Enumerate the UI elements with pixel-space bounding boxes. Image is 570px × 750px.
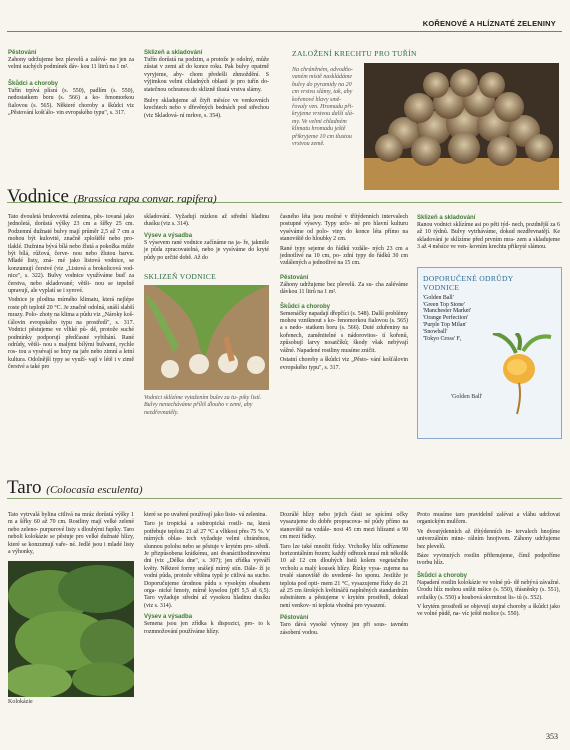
taro-title <box>7 477 143 501</box>
turin-column-1 <box>8 49 134 117</box>
varieties-title-line-2: VODNICE <box>423 282 460 292</box>
vodnice-column-3 <box>280 214 408 372</box>
taro-pests-text: Napadení rostlin kolokázie ve volné pů- dě nebývá závažné. Úrodu hlíz mohou snížit mšice (s. 550), třásněnky (s. 551), svilušky (s. 550) a houbová skvrnitost lis- tů (s. 552). <box>417 579 560 601</box>
vodnice-column-1 <box>8 214 134 372</box>
vodnice-harvest-figure-title: SKLIZEŇ VODNICE <box>144 272 217 282</box>
taro-pests-heading: Škůdci a choroby <box>417 572 468 579</box>
taro-column-4 <box>417 512 560 619</box>
taro-planting-text: Dozrálé hlízy nebo jejich části se spícími očky vysazujeme do dobře propracova- né půdy přímo na stanoviště na vzdále- nost 45 cm mezi hlízami a 90 cm mezi řádky. <box>280 512 408 541</box>
taro-climate-text: Taro je tropická a subtropická rostli- na, která potřebuje teplotu 21 až 27 °C a vlhkost přes 75 %. V mírných oblas- tech vyžaduje velmi chráněnou, slunnou polohu nebo se pěstuje v krytém pro- středí. Je přizpůsobena krátkému, ani dvanáctihodinovému dni (viz „Délka dne", s. 307); jen zřídka vytváří květy. Některé formy snášejí mírný stín. Dále- ží je vodní půda, protože většina typů je citlivá na sucho. Doporučujeme úrodnou půdu s vysokým obsahem orga- nické hmoty, mírně kyselou (pH 5,5 až 6,5). Taro vyžaduje střední až vysokou hladinu dusíku (viz s. 314). <box>144 521 270 609</box>
taro-sowing-text: Semena jsou jen zřídka k dispozici, pro- to k rozmnožování používáme hlízy. <box>144 621 270 635</box>
taro-plant-photo <box>8 561 134 697</box>
harvest-text: Tuřín dorůstá na podzim, a protože je odolný, může zůstat v zemi až do konce roku. Pak bulvy opatrně vyryjeme, aby- chom předešli zhmoždění. S výjimkou velmi chladných oblastí je pro tuřín do- statečnou ochranou do sklizně tlustá vrstva slámy. <box>144 57 269 93</box>
vodnice-sowing-text: S výsevem rané vodnice začínáme na ja- ře, jakmile je půda zpracovatelná, nebo je vysíváme do kryté půdy po určité době. Až do <box>144 239 269 261</box>
varieties-title <box>423 274 514 292</box>
variety-item: 'Green Top Stone' <box>423 301 465 308</box>
page-number: 353 <box>546 732 558 741</box>
vodnice-cultivation-heading: Pěstování <box>280 274 309 281</box>
swede-clamp-photo <box>364 63 559 190</box>
vodnice-spacing: Rané typy sejeme do řádků vzdále- ných 23 cm a jednotlivé na 10 cm, po- zdní typy do řádků 30 cm vzdálených a jednotlivé na 15 cm. <box>280 245 408 267</box>
vodnice-cultivation-text: Záhony udržujeme bez plevelů. Za su- cha zaléváme dávkou 11 litrů na 1 m². <box>280 281 408 296</box>
heading-pests: Škůdci a choroby <box>8 80 59 87</box>
vodnice-pests-heading: Škůdci a choroby <box>280 303 331 310</box>
taro-column-2 <box>144 512 270 636</box>
variety-item: 'Golden Ball' <box>423 294 454 301</box>
pests-text: Tuřín trpívá plísní (s. 550), padlím (s. 550), nedostatkem boru (s. 566) a ko- řenomorkou fialovou (s. 565). Některé choroby a škůdci viz „Pěstování košťálo- vin evropského typu", s. 317. <box>8 87 134 117</box>
taro-title-main: Taro <box>7 477 42 498</box>
taro-cuttings-text: Taro lze také množit řízky. Vrcholky hlíz odřízneme horizontálním řezem; každý odřezek musí mít několik 10 až 12 cm dlouhých listů kolem vegetačního vrcholu a malý kousek hlízy. Řízky vysa- zujeme na trvalé stanoviště do uvedené- ho sponu. Jestliže je teplota pod opti- mem 21 °C, vysazujeme řízky do 21 až 25 cm širokých květináčů naplněných standardním substrátem a pěstujeme v krytém prostředí, dokud není venkov- ní teplota vhodná pro vysazení. <box>280 543 408 609</box>
variety-item: 'Tokyo Cross' F₁ <box>423 336 462 343</box>
vodnice-title-main: Vodnice <box>7 186 69 207</box>
taro-title-latin: (Colocasia esculenta) <box>46 484 143 496</box>
taro-fertilizing-text: Ve dvoutýdenních až třítýdenních in- tervalech hnojíme univerzálním mine- rálním hnojivem. Záhony udržujeme bez plevelů. <box>417 528 560 550</box>
storage-text: Bulvy skladujeme až čtyři měsíce ve venkovních krechtech nebo v dřevěných bednách pod střechou (viz Skladová- ní mrkve, s. 354). <box>144 98 269 119</box>
vodnice-sowing-heading: Výsev a výsadba <box>144 232 193 239</box>
vodnice-title <box>7 186 217 210</box>
vodnice-title-latin: (Brassica rapa convar. rapifera) <box>73 193 217 205</box>
golden-ball-illustration <box>481 333 553 415</box>
heading-harvest-storage: Sklizeň a skladování <box>144 50 203 56</box>
taro-watering-text: Proto musíme taro pravidelně zalévat a vláhu udržovat organickým mulčem. <box>417 512 560 526</box>
taro-intro: Tato vytrvalá bylina citlivá na mráz dorůstá výšky 1 m a šířky 60 až 70 cm. Rostliny mají velké zelené nebo zeleno- purpurové listy s dlouhými řapíky. Taro neboli kolokázie se pěstuje pro velké dužnaté hlízy, které se konzumují vaře- né. Jedlé jsou i mladé listy a výhonky, <box>8 512 134 556</box>
varieties-title-line-1: DOPORUČENÉ ODRŮDY <box>423 273 514 283</box>
vodnice-harvest-photo <box>144 285 269 390</box>
variety-item: 'Purple Top Milan' <box>423 322 467 329</box>
turin-column-2 <box>144 49 269 120</box>
vodnice-harvest-heading: Sklizeň a skladování <box>417 215 476 221</box>
variety-item: 'Snowball' <box>423 329 448 336</box>
taro-leaves-used: které se po uvaření používají jako listo- vá zelenina. <box>144 512 267 518</box>
section-header: KOŘENOVÉ A HLÍZNATÉ ZELENINY <box>422 19 556 28</box>
vodnice-intro: Tato dvouletá brukvovitá zelenina, pěs- tovaná jako jednoletá, dorůstá výšky 23 cm a šířky 25 cm. Podzemní dužnaté bulvy mají průměr 2,5 až 7 cm a mohou být kulovité, značně zploštělé nebo pro- tlaklé. Dužnina bývá bílá nebo žlutá a pokožka může být bílá, růžová, červe- nou nebo žlutou barvu. Mladé listy, zná- mé jako listová vodnice, se konzumují čerstvé (viz „Listová a brokolicová vod- nice", s. 322). Bulvy vodnice využíváme buď za čerstva, nebo skladované; větši- nou se tepelně upravují, ale vyplatí se i syrové. <box>8 214 134 295</box>
varieties-panel <box>417 267 562 439</box>
cultivation-text: Zahony udržujeme bez plevelů a zalévá- me jen za velmi suchých podmínek dáv- kou 11 litrů na 1 m². <box>8 57 134 71</box>
feature-title: ZALOŽENÍ KRECHTU PRO TUŘÍN <box>292 49 417 58</box>
feature-clamp <box>288 49 558 191</box>
taro-sowing-heading: Výsev a výsadba <box>144 614 193 621</box>
variety-item: 'Manchester Market' <box>423 308 472 315</box>
header-rule <box>7 31 562 32</box>
heading-cultivation: Pěstování <box>8 50 37 56</box>
vodnice-column-4 <box>417 214 560 439</box>
vodnice-climate: Vodnice je plodina mírného klimatu, která nejlépe roste při teplotě 20 °C. Je značně odolná, snáší slabší mrazy. Polo- zhoty na klima a půdu viz „Nároky koš- ťálovin evropského typu na prostředí", s. 317. Vodnici pěstujeme ve vlhké pů- dě, protože suché podmínky podporují předčasné vybíhání. Rané odrůdy, větši- nou s malými bílými bulvami, rychle ros- tou a vysévají se brzy na jaře nebo zimní a letní kultura. Odolnější typy se využí- vají v létě i v zimě čerstvé a také pro <box>8 297 134 371</box>
vodnice-storage-continued: skladování. Vyžadují núzkou až střední hladinu dusíku (viz s. 314). <box>144 214 269 228</box>
feature-caption: Na chráněném, odvodňo- vaném místě naskládáme bulvy do pyramidy na 20 cm vrstvu slámy, tak, aby kořenové hlavy smě- řovaly ven. Hromadu při- kryjeme vrstvou další slá- my. Ve velmi chladném klimatu hromadu ještě přikryjeme 10 cm tlustou vrstvou země. <box>292 67 354 148</box>
vodnice-pests-text: Semenáčky napadají dřepčíci (s. 548). Další problémy mohou vzniknout s ko- řenomorkou fialovou (s. 565) a s nedo- statkem boru (s. 566). Duté zduřeniny na kořenech, zaměnitelné s nádorovitos- tí kořenů, způsobují larvy nosatčíků; škody však nebývají vážné. Napadené rostliny musíme zničit. <box>280 310 408 354</box>
taro-photo-label: Kolokázie <box>8 699 33 706</box>
taro-cultivation-heading: Pěstování <box>280 615 309 622</box>
vodnice-column-2 <box>144 214 269 417</box>
vodnice-harvest-text: Ranou vodnici sklízíme asi po pěti týd- nech, pozdnější za 6 až 10 týdnů. Bulvy vytrháváme, dokud nezdřevnatějí. Ke skladování je sklízíme před prvním mra- zem a skladujeme 3 až 4 měsíce ve ven- kovním krechtu přikryté slámou. <box>417 222 560 251</box>
taro-column-1 <box>8 512 134 707</box>
vodnice-pests-more: Ostatní choroby a škůdci viz „Pěsto- vání košťálovin evropského typu", s. 317. <box>280 357 408 371</box>
vodnice-harvest-caption: Vodnici sklízíme vytažením bulev za tu- piky listí. Bulvy nenecháváme příliš dlouho v zemi, aby nezdřevnatěly. <box>144 395 262 416</box>
taro-greenhouse-pests-text: V krytém prostředí se objevují stejné choroby a škůdci jako ve volné půdě, na- víc ještě molice (s. 550). <box>417 604 560 618</box>
taro-column-3 <box>280 512 408 637</box>
vodnice-sowing-dates: časného léta jsou možné v třítýdenních intervalech postupné výsevy. Typy urče- né pro hlavní kulturu vyséváme od polo- viny do konce léta přímo na stanoviště do hloubky 2 cm. <box>280 214 408 243</box>
golden-ball-label: 'Golden Ball' <box>451 393 483 400</box>
taro-cultivation-text: Taro dává vysoké výnosy jen při sous- tavném zásobení vodou. <box>280 622 408 636</box>
variety-item: 'Orange Perfection' <box>423 315 469 322</box>
taro-earthing-text: Báze vyvinutých rostlin přihrnujeme, čímž podpoříme tvorbu hlíz. <box>417 553 560 567</box>
